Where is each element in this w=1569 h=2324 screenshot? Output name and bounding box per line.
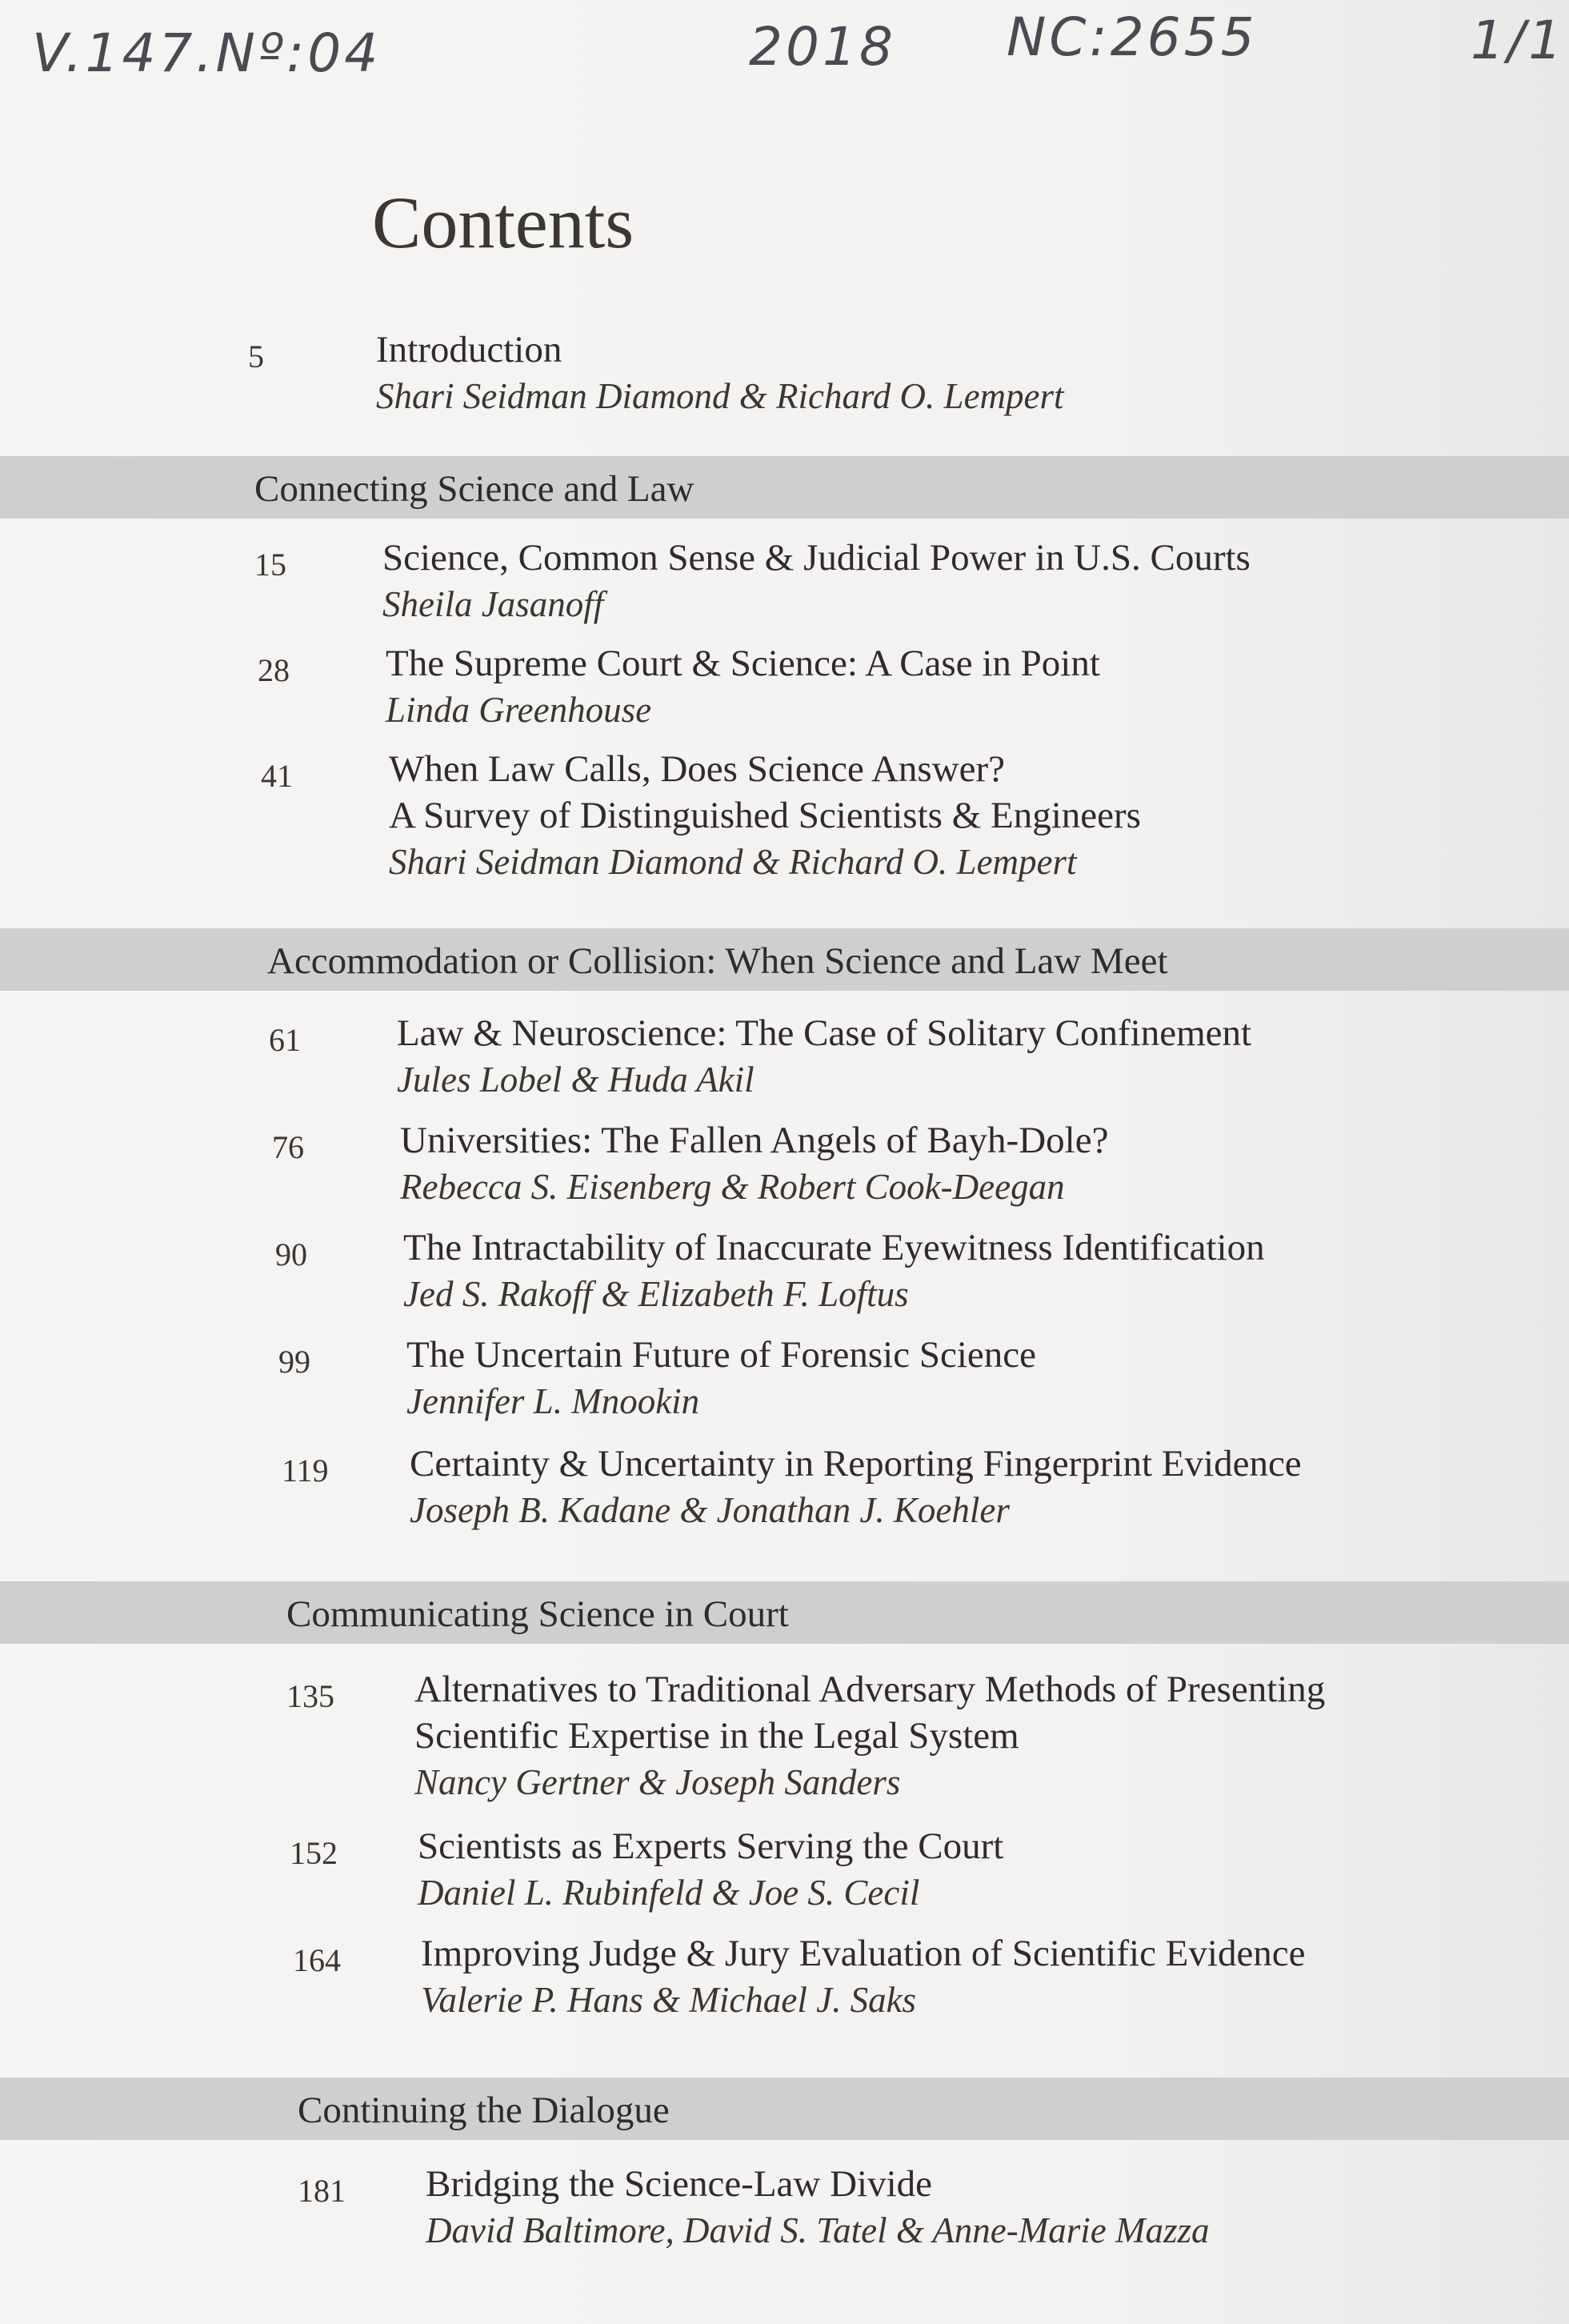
section-header-communicating bbox=[0, 1581, 1569, 1644]
toc-entry bbox=[269, 1010, 1251, 1103]
toc-entry-body bbox=[414, 1666, 1325, 1805]
toc-entry-title-line: When Law Calls, Does Science Answer? bbox=[389, 748, 1006, 790]
toc-entry-authors: David Baltimore, David S. Tatel & Anne-Marie Mazza bbox=[426, 2210, 1210, 2250]
toc-entry bbox=[258, 640, 1100, 733]
toc-entry-authors: Valerie P. Hans & Michael J. Saks bbox=[421, 1980, 917, 2020]
toc-page-number: 28 bbox=[258, 652, 290, 688]
toc-entry-body bbox=[389, 746, 1141, 885]
toc-entry-title: Science, Common Sense & Judicial Power in U.S. Courts bbox=[382, 537, 1251, 579]
toc-entry-authors: Joseph B. Kadane & Jonathan J. Koehler bbox=[410, 1490, 1010, 1530]
toc-entry-body bbox=[376, 327, 1064, 419]
toc-entry-authors: Shari Seidman Diamond & Richard O. Lempert bbox=[389, 842, 1077, 882]
page-title: Contents bbox=[372, 182, 634, 263]
toc-entry-body bbox=[397, 1010, 1251, 1103]
section-label: Connecting Science and Law bbox=[254, 468, 694, 510]
section-label: Accommodation or Collision: When Science and Law Meet bbox=[267, 940, 1168, 982]
toc-page-number: 76 bbox=[272, 1129, 304, 1165]
toc-entry-authors: Linda Greenhouse bbox=[386, 690, 652, 730]
toc-page-number: 99 bbox=[278, 1344, 310, 1380]
toc-entry-authors: Nancy Gertner & Joseph Sanders bbox=[414, 1762, 901, 1802]
toc-entry bbox=[286, 1666, 1325, 1805]
toc-entry-title-line: Scientific Expertise in the Legal System bbox=[414, 1715, 1019, 1757]
handwritten-year: 2018 bbox=[749, 16, 896, 78]
toc-page-number: 41 bbox=[261, 758, 293, 794]
toc-entry-body bbox=[426, 2161, 1210, 2254]
section-label: Continuing the Dialogue bbox=[298, 2090, 670, 2131]
toc-entry-body bbox=[410, 1440, 1302, 1533]
handwritten-nc-number: NC:2655 bbox=[1007, 6, 1258, 68]
section-header-continuing bbox=[0, 2078, 1569, 2140]
toc-page-number: 152 bbox=[290, 1835, 338, 1871]
toc-entry-introduction bbox=[248, 327, 1448, 419]
toc-page-number: 164 bbox=[293, 1942, 341, 1978]
toc-entry-authors: Shari Seidman Diamond & Richard O. Lempert bbox=[376, 376, 1064, 416]
toc-entry-body bbox=[403, 1224, 1265, 1317]
toc-entry-title-line: A Survey of Distinguished Scientists & Engineers bbox=[389, 795, 1141, 836]
toc-page-number: 181 bbox=[298, 2173, 346, 2209]
toc-entry bbox=[254, 535, 1251, 627]
toc-entry-authors: Jules Lobel & Huda Akil bbox=[397, 1060, 754, 1100]
toc-entry-title-line: Alternatives to Traditional Adversary Methods of Presenting bbox=[414, 1669, 1326, 1710]
toc-entry-body bbox=[418, 1823, 1003, 1916]
toc-entry bbox=[298, 2161, 1210, 2254]
toc-page-number: 61 bbox=[269, 1022, 301, 1058]
toc-entry-body bbox=[386, 640, 1100, 733]
toc-entry-title: Bridging the Science-Law Divide bbox=[426, 2163, 933, 2205]
toc-entry bbox=[275, 1224, 1265, 1317]
toc-entry-title: Introduction bbox=[376, 329, 562, 371]
toc-page-number: 119 bbox=[282, 1452, 329, 1489]
toc-entry bbox=[272, 1117, 1108, 1210]
toc-page-number: 135 bbox=[286, 1678, 334, 1714]
handwritten-page-count: 1/1 bbox=[1471, 10, 1566, 71]
toc-entry-title: Scientists as Experts Serving the Court bbox=[418, 1825, 1004, 1867]
toc-entry bbox=[290, 1823, 1003, 1916]
toc-entry-authors: Rebecca S. Eisenberg & Robert Cook-Deegan bbox=[400, 1167, 1065, 1207]
toc-entry-authors: Jennifer L. Mnookin bbox=[406, 1381, 700, 1421]
toc-entry-title: The Supreme Court & Science: A Case in Point bbox=[386, 643, 1100, 684]
toc-entry-title: Certainty & Uncertainty in Reporting Fingerprint Evidence bbox=[410, 1443, 1302, 1485]
toc-entry bbox=[261, 746, 1141, 885]
toc-entry-title: The Intractability of Inaccurate Eyewitness Identification bbox=[403, 1227, 1265, 1268]
handwritten-volume-issue: V.147.Nº:04 bbox=[32, 22, 382, 84]
toc-entry-authors: Sheila Jasanoff bbox=[382, 584, 604, 624]
toc-entry-title: Improving Judge & Jury Evaluation of Scientific Evidence bbox=[421, 1933, 1306, 1974]
toc-page-number: 15 bbox=[254, 547, 286, 583]
toc-entry-body bbox=[400, 1117, 1108, 1210]
section-header-connecting bbox=[0, 456, 1569, 519]
toc-entry-body bbox=[382, 535, 1251, 627]
toc-page-number: 90 bbox=[275, 1236, 307, 1272]
toc-entry-title: Law & Neuroscience: The Case of Solitary Confinement bbox=[397, 1012, 1252, 1054]
toc-entry bbox=[282, 1440, 1302, 1533]
toc-entry bbox=[293, 1930, 1306, 2023]
toc-entry-title: Universities: The Fallen Angels of Bayh-Dole? bbox=[400, 1120, 1109, 1161]
toc-entry-body bbox=[406, 1332, 1036, 1424]
section-label: Communicating Science in Court bbox=[286, 1593, 789, 1635]
section-header-accommodation bbox=[0, 928, 1569, 991]
toc-entry-body bbox=[421, 1930, 1306, 2023]
toc-entry-authors: Jed S. Rakoff & Elizabeth F. Loftus bbox=[403, 1274, 909, 1314]
toc-entry bbox=[278, 1332, 1036, 1424]
toc-page-number: 5 bbox=[248, 339, 264, 375]
toc-entry-authors: Daniel L. Rubinfeld & Joe S. Cecil bbox=[418, 1873, 920, 1913]
toc-entry-title: The Uncertain Future of Forensic Science bbox=[406, 1334, 1036, 1376]
